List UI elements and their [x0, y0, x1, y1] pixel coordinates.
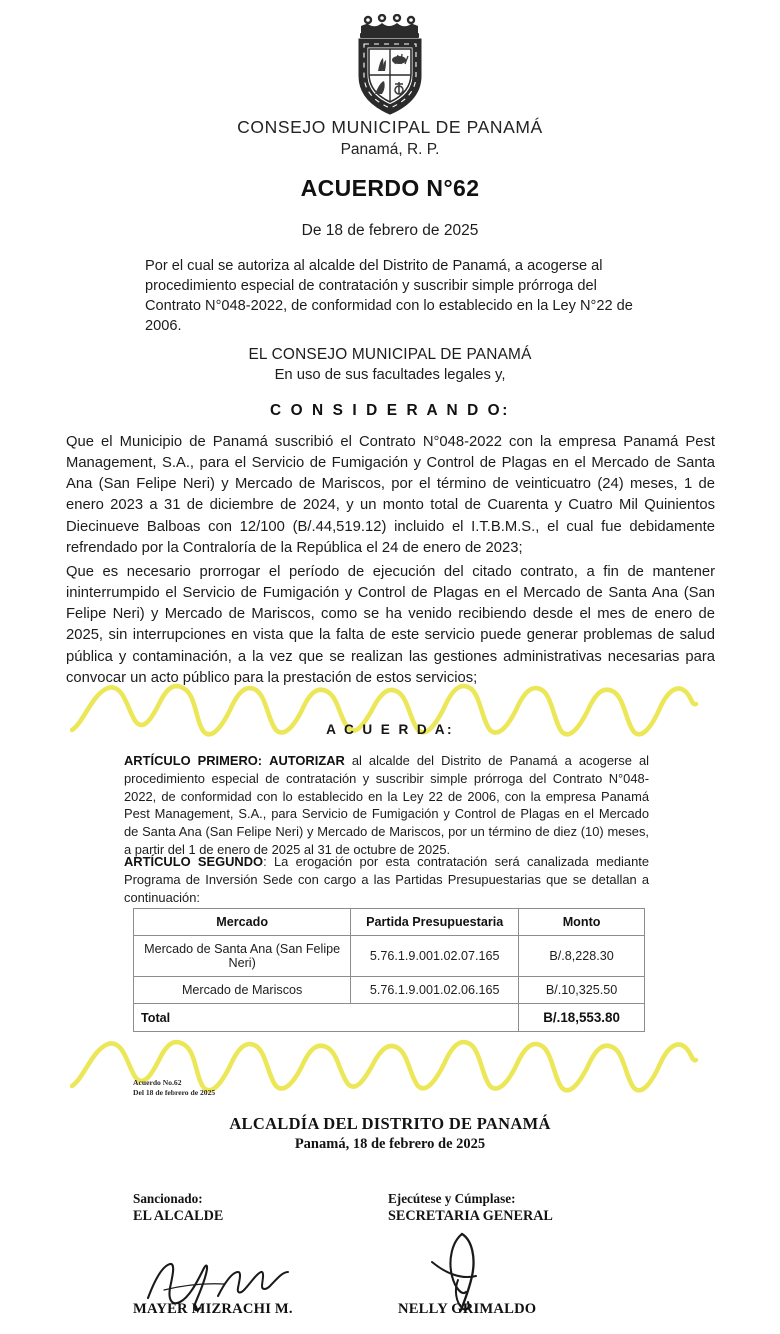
column-header-monto: Monto [519, 909, 645, 936]
considerando-paragraph-2: Que es necesario prorrogar el período de ejecución del citado contrato, a fin de mantener ininterrumpido el Servicio de Fumigación y Control de Plagas en el Mercado de Santa Ana (San Felipe Neri) y Mercado de Mariscos, como se ha venido recibiendo desde el mes de enero de 2025, sin interrupciones en vista que la falta de este servicio puede generar problemas de salud pública y contaminación, a la vez que se realizan las gestiones administrativas necesarias para convocar un acto público para la prestación de estos servicios; [66, 564, 715, 686]
article-first [124, 752, 649, 859]
cell-total-label: Total [134, 1004, 519, 1032]
signature-block-left [133, 1190, 383, 1226]
document-reference [133, 1078, 215, 1098]
table-header-row [134, 909, 645, 936]
column-header-partida: Partida Presupuestaria [351, 909, 519, 936]
budget-table [133, 908, 645, 1032]
signature-left-name: MAYER MIZRACHI M. [133, 1301, 293, 1317]
signature-right-caption: Ejecútese y Cúmplase: [388, 1191, 516, 1206]
article-first-verb: AUTORIZAR [269, 753, 345, 768]
table-row [134, 977, 645, 1004]
table-row [134, 936, 645, 977]
signature-left-role: EL ALCALDE [133, 1208, 224, 1225]
signature-left-caption: Sancionado: [133, 1191, 203, 1206]
signature-block-right [388, 1190, 658, 1226]
article-second [124, 853, 649, 906]
council-faculties: En uso de sus facultades legales y, [274, 367, 506, 383]
document-date: De 18 de febrero de 2025 [301, 222, 479, 239]
article-second-label: ARTÍCULO SEGUNDO [124, 854, 264, 869]
crest-container [0, 14, 780, 118]
table-total-row [134, 1004, 645, 1032]
organization-city: Panamá, R. P. [340, 141, 440, 158]
alcaldia-title: ALCALDÍA DEL DISTRITO DE PANAMÁ [229, 1114, 551, 1133]
article-first-label: ARTÍCULO PRIMERO: [124, 753, 263, 768]
preamble-text: Por el cual se autoriza al alcalde del Distrito de Panamá, a acogerse al procedimiento especial de contratación y suscribir simple prórroga del Contrato N°048-2022, de conformidad con lo establecido en la Ley N°22 de 2006. [145, 258, 633, 335]
document-reference-line1: Acuerdo No.62 [133, 1078, 182, 1087]
document-reference-line2: Del 18 de febrero de 2025 [133, 1088, 216, 1098]
cell-monto: B/.8,228.30 [519, 936, 645, 977]
organization-name: CONSEJO MUNICIPAL DE PANAMÁ [237, 117, 543, 137]
panama-coat-of-arms-icon [353, 14, 427, 118]
article-second-text: : La erogación por esta contratación será canalizada mediante Programa de Inversión Sede con cargo a las Partidas Presupuestarias que se detallan a continuación: [124, 854, 649, 905]
council-name: EL CONSEJO MUNICIPAL DE PANAMÁ [248, 346, 532, 363]
cell-mercado: Mercado de Santa Ana (San Felipe Neri) [134, 936, 351, 977]
column-header-mercado: Mercado [134, 909, 351, 936]
cell-partida: 5.76.1.9.001.02.06.165 [351, 977, 519, 1004]
acuerda-heading: A C U E R D A: [326, 722, 454, 737]
article-first-text: al alcalde del Distrito de Panamá a acogerse al procedimiento especial de contratación y suscribir simple prórroga del Contrato N°048-2022, de conformidad con lo establecido en la Ley 22 de 2006, con la empresa Panamá Pest Management, S.A., para Servicio de Fumigación y Control de Plagas en el Mercado de Santa Ana (San Felipe Neri) y Mercado de Mariscos, por un término de diez (10) meses, a partir del 1 de enero de 2025 al 31 de octubre de 2025. [124, 753, 649, 857]
page-title: ACUERDO N°62 [300, 175, 480, 201]
alcaldia-date: Panamá, 18 de febrero de 2025 [294, 1136, 486, 1152]
considerando-heading: C O N S I D E R A N D O: [270, 402, 510, 419]
cell-monto: B/.10,325.50 [519, 977, 645, 1004]
cell-partida: 5.76.1.9.001.02.07.165 [351, 936, 519, 977]
signature-right-role: SECRETARIA GENERAL [388, 1208, 553, 1225]
cell-mercado: Mercado de Mariscos [134, 977, 351, 1004]
cell-total-amount: B/.18,553.80 [519, 1004, 645, 1032]
signature-right-name: NELLY GRIMALDO [398, 1301, 537, 1317]
considerando-paragraph-1: Que el Municipio de Panamá suscribió el Contrato N°048-2022 con la empresa Panamá Pest Management, S.A., para el Servicio de Fumigación y Control de Plagas en el Mercado de Santa Ana (San Felipe Neri) y Mercado de Mariscos, por el término de veinticuatro (24) meses, 1 de enero 2023 a 31 de diciembre de 2024, y un monto total de Cuarenta y Cuatro Mil Quinientos Diecinueve Balboas con 12/100 (B/.44,519.12) incluido el I.T.B.M.S., el cual fue debidamente refrendado por la Contraloría de la República el 24 de enero de 2023; [66, 434, 715, 556]
